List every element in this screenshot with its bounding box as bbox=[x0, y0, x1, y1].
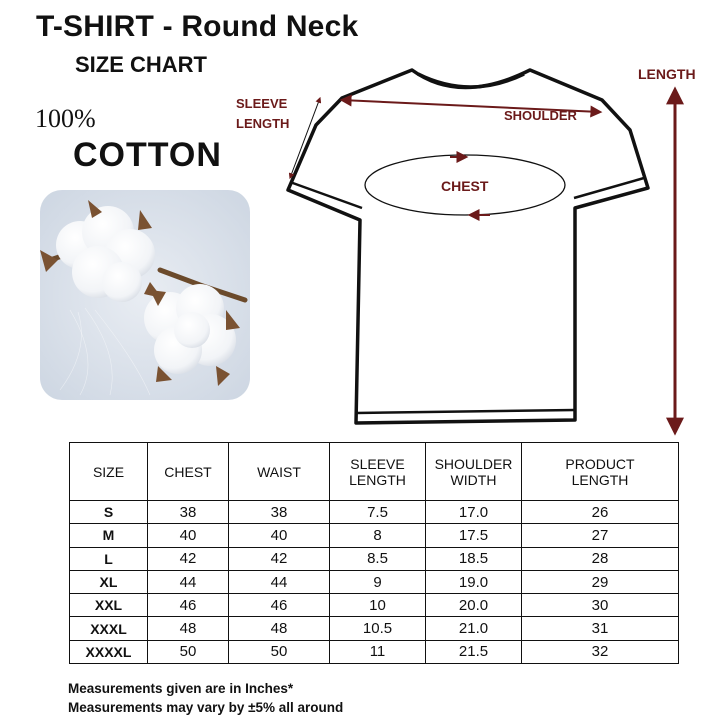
cell-length: 28 bbox=[522, 547, 679, 570]
tshirt-outline bbox=[288, 70, 648, 423]
cell-shoulder: 20.0 bbox=[426, 594, 522, 617]
cell-length: 30 bbox=[522, 594, 679, 617]
tshirt-diagram bbox=[230, 60, 720, 440]
cell-size: S bbox=[70, 501, 148, 524]
cell-chest: 38 bbox=[148, 501, 229, 524]
header-waist: WAIST bbox=[229, 443, 330, 501]
length-label: LENGTH bbox=[638, 66, 696, 82]
table-row bbox=[70, 570, 679, 593]
cell-shoulder: 17.0 bbox=[426, 501, 522, 524]
header-shoulder-width: SHOULDER WIDTH bbox=[426, 443, 522, 501]
header-product-length: PRODUCT LENGTH bbox=[522, 443, 679, 501]
cell-chest: 46 bbox=[148, 594, 229, 617]
cotton-boll-image bbox=[40, 190, 250, 400]
table-row bbox=[70, 547, 679, 570]
cell-sleeve: 8 bbox=[330, 524, 426, 547]
sleeve-length-label-line1: SLEEVE bbox=[236, 96, 288, 111]
cell-length: 31 bbox=[522, 617, 679, 640]
cell-chest: 48 bbox=[148, 617, 229, 640]
table-row bbox=[70, 617, 679, 640]
cell-chest: 40 bbox=[148, 524, 229, 547]
cell-sleeve: 7.5 bbox=[330, 501, 426, 524]
cell-length: 29 bbox=[522, 570, 679, 593]
table-header-row bbox=[70, 443, 679, 501]
cell-size: L bbox=[70, 547, 148, 570]
material-name: COTTON bbox=[73, 136, 222, 174]
measurement-note-units: Measurements given are in Inches* bbox=[68, 681, 294, 696]
cell-shoulder: 18.5 bbox=[426, 547, 522, 570]
table-row bbox=[70, 524, 679, 547]
cell-shoulder: 19.0 bbox=[426, 570, 522, 593]
cell-shoulder: 21.5 bbox=[426, 640, 522, 663]
cell-shoulder: 21.0 bbox=[426, 617, 522, 640]
cell-sleeve: 8.5 bbox=[330, 547, 426, 570]
shoulder-label: SHOULDER bbox=[504, 108, 577, 123]
header-chest: CHEST bbox=[148, 443, 229, 501]
sleeve-length-label-line2: LENGTH bbox=[236, 116, 290, 131]
cell-waist: 46 bbox=[229, 594, 330, 617]
cell-length: 32 bbox=[522, 640, 679, 663]
cell-chest: 42 bbox=[148, 547, 229, 570]
table-row bbox=[70, 501, 679, 524]
cell-size: M bbox=[70, 524, 148, 547]
table-row bbox=[70, 640, 679, 663]
cell-chest: 50 bbox=[148, 640, 229, 663]
table-row bbox=[70, 594, 679, 617]
cell-sleeve: 10 bbox=[330, 594, 426, 617]
cell-sleeve: 10.5 bbox=[330, 617, 426, 640]
cell-waist: 48 bbox=[229, 617, 330, 640]
measurement-note-variance: Measurements may vary by ±5% all around bbox=[68, 700, 344, 715]
cell-length: 26 bbox=[522, 501, 679, 524]
cell-size: XXXXL bbox=[70, 640, 148, 663]
cell-size: XXXL bbox=[70, 617, 148, 640]
cell-chest: 44 bbox=[148, 570, 229, 593]
cell-waist: 40 bbox=[229, 524, 330, 547]
header-sleeve-length: SLEEVE LENGTH bbox=[330, 443, 426, 501]
cell-waist: 38 bbox=[229, 501, 330, 524]
header-size: SIZE bbox=[70, 443, 148, 501]
page-subtitle: SIZE CHART bbox=[75, 52, 207, 77]
size-chart-table bbox=[69, 442, 679, 664]
page-title: T-SHIRT - Round Neck bbox=[36, 10, 359, 43]
cell-length: 27 bbox=[522, 524, 679, 547]
cell-waist: 44 bbox=[229, 570, 330, 593]
cell-sleeve: 11 bbox=[330, 640, 426, 663]
cell-sleeve: 9 bbox=[330, 570, 426, 593]
material-percent: 100% bbox=[35, 104, 96, 133]
cell-waist: 50 bbox=[229, 640, 330, 663]
cell-waist: 42 bbox=[229, 547, 330, 570]
chest-label: CHEST bbox=[441, 178, 489, 194]
cell-size: XL bbox=[70, 570, 148, 593]
cell-size: XXL bbox=[70, 594, 148, 617]
cell-shoulder: 17.5 bbox=[426, 524, 522, 547]
